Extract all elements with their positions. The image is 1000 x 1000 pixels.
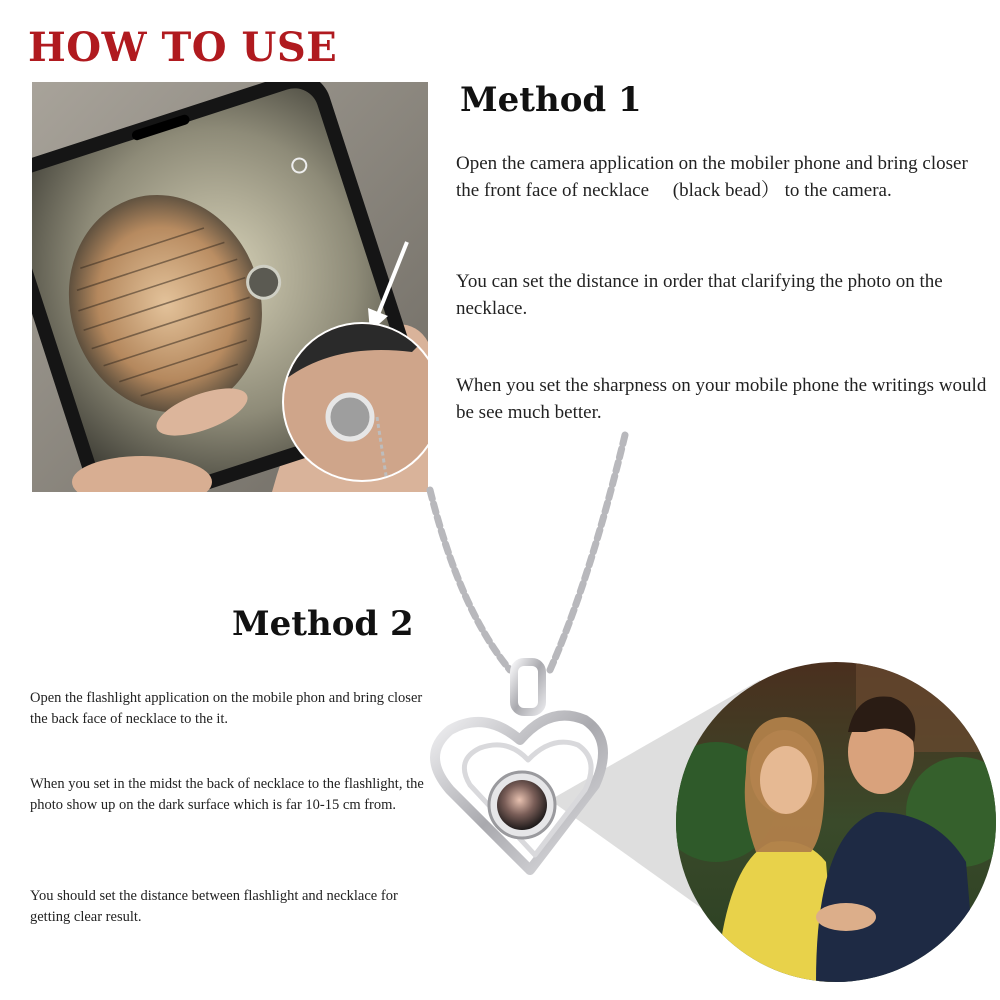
heart-necklace-image [410, 430, 670, 890]
method2-paragraph-1: Open the flashlight application on the mobile phon and bring closer the back face of necklace to the it. [30, 690, 423, 727]
method1-heading: Method 1 [460, 80, 642, 120]
method1-paragraph-2: You can set the distance in order that clarifying the photo on the necklace. [456, 271, 943, 319]
method1-paragraph-1: Open the camera application on the mobiler phone and bring closer the front face of necklace (black bead） to the camera. [456, 153, 968, 201]
method2-paragraph-2: When you set in the midst the back of necklace to the flashlight, the photo show up on the dark surface which is far 10-15 cm from. [30, 776, 424, 813]
phone-camera-photo [32, 82, 428, 492]
method2-heading: Method 2 [232, 604, 414, 644]
page-title: HOW TO USE [28, 24, 338, 71]
method2-paragraph-3: You should set the distance between flashlight and necklace for getting clear result. [30, 888, 398, 925]
method1-paragraph-3: When you set the sharpness on your mobile phone the writings would be see much better. [456, 375, 987, 423]
projected-couple-photo [676, 662, 996, 982]
